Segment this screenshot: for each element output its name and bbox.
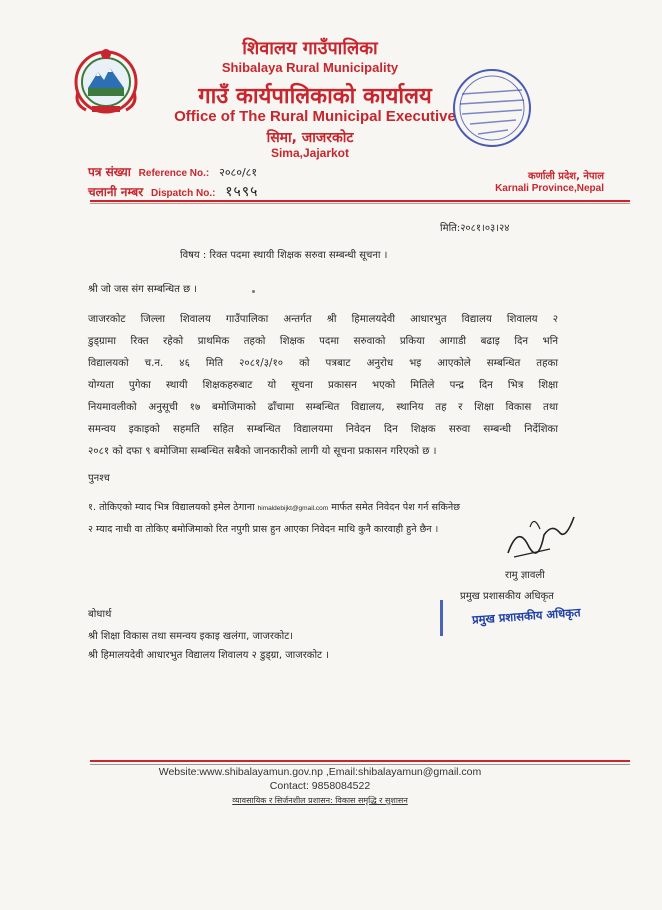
paragraph-line: नियमावलीको अनुसूची १७ बमोजिमाको ढाँचामा सम्बन्धित विद्यालय, स्थानिय तह र शिक्षा विकास तथा <box>88 402 558 413</box>
reference-label-en: Reference No.: <box>138 168 210 179</box>
letter-subject: विषय : रिक्त पदमा स्थायी शिक्षक सरुवा सम्बन्धी सूचना । <box>180 250 388 261</box>
dispatch-label-np: चलानी नम्बर <box>88 185 144 199</box>
municipality-name-en: Shibalaya Rural Municipality <box>221 60 399 75</box>
footer-contact: Contact: 9858084522 <box>269 780 371 792</box>
postscript-heading: पुनश्च <box>88 473 110 484</box>
letter-date: मिति:२०८१।०३।२४ <box>440 223 510 234</box>
header-divider <box>90 200 630 202</box>
paragraph-line: डुड्ग्रामा रिक्त रहेको प्राथमिक तहको शिक्षक पदमा सरुवाको प्रकिया आगाडी बढाइ दिन भनि <box>88 336 558 347</box>
footer-divider <box>90 760 630 762</box>
paragraph-line: २०८१ को दफा ९ बमोजिमा सम्बन्धित सबैको जानकारीको लागी यो सूचना प्रकासन गरिएको छ । <box>88 446 437 457</box>
letter-salutation: श्री जो जस संग सम्बन्धित छ । <box>88 284 198 295</box>
office-name-np: गाउँ कार्यपालिकाको कार्यालय <box>198 84 432 109</box>
reference-row <box>88 163 257 180</box>
office-name-en: Office of The Rural Municipal Executive <box>174 108 456 125</box>
signature-icon <box>500 505 580 565</box>
paragraph-line: जाजरकोट जिल्ला शिवालय गाउँपालिका अन्तर्गत श्री हिमालयदेवी आधारभुत विद्यालय शिवालय २ <box>88 314 558 325</box>
cc-recipient: श्री हिमालयदेवी आधारभुत विद्यालय शिवालय २ डुड्ग्रा, जाजरकोट । <box>88 650 330 661</box>
cc-recipient: श्री शिक्षा विकास तथा समन्वय इकाइ खलंगा, जाजरकोट। <box>88 631 294 642</box>
postscript-note-2: २ म्याद नाधी वा तोकिए बमोजिमाको रित नपुगी प्रास हुन आएका निवेदन माथि कुनै कारवाही हुने छैन । <box>88 524 439 535</box>
place-np: सिमा, जाजरकोट <box>266 130 354 146</box>
province-np: कर्णाली प्रदेश, नेपाल <box>527 171 604 182</box>
dispatch-row <box>88 182 258 201</box>
paper-speck <box>252 290 255 293</box>
reference-value: २०८०/८१ <box>219 166 258 179</box>
province-en: Karnali Province,Nepal <box>495 183 604 194</box>
letter-paragraph <box>88 309 558 463</box>
dispatch-value: १५९५ <box>225 184 259 200</box>
note1-text-before: १. तोकिएको म्याद भित्र विद्यालयको इमेल ठेगाना <box>88 502 255 513</box>
signer-title: प्रमुख प्रशासकीय अधिकृत <box>460 591 554 602</box>
place-en: Sima,Jajarkot <box>270 146 350 160</box>
signer-name: रामु ज्ञावली <box>505 570 545 581</box>
postscript-note-1 <box>88 500 460 513</box>
nepal-emblem-icon <box>70 44 142 116</box>
municipality-name-np: शिवालय गाउँपालिका <box>242 38 378 59</box>
footer-website-email: Website:www.shibalayamun.gov.np ,Email:shibalayamun@gmail.com <box>158 766 482 778</box>
office-round-stamp-icon <box>440 64 540 154</box>
footer-slogan: व्यावसायिक र सिर्जनशील प्रशासन: विकास समृद्धि र सुशासन <box>232 796 408 805</box>
footer-divider-thin <box>90 764 630 765</box>
paragraph-line: योग्यता पुगेका स्थायी शिक्षकहरुबाट यो सूचना प्रकासन भएको मितिले पन्द्र दिन भित्र शिक्षा <box>88 380 558 391</box>
reference-label-np: पत्र संख्या <box>88 165 131 179</box>
header-divider-thin <box>90 203 630 204</box>
note1-text-after: मार्फत समेत निवेदन पेश गर्न सकिनेछ <box>331 502 460 513</box>
official-title-stamp: प्रमुख प्रशासकीय अधिकृत <box>471 605 581 627</box>
stamp-mark <box>440 600 443 636</box>
paragraph-line: विद्यालयको च.न. ४६ मिति २०८१/३/१० को पत्रबाट अनुरोध भइ आएकोले सम्बन्धित तहका <box>88 358 558 369</box>
cc-heading: बोधार्थ <box>88 609 112 620</box>
paragraph-line: समन्वय इकाइको सहमति सहित सम्बन्धित विद्यालयमा निवेदन दिन शिक्षक सरुवा सम्बन्धी निर्देशिका <box>88 424 558 435</box>
school-email: himaldebijkt@gmail.com <box>257 505 329 512</box>
dispatch-label-en: Dispatch No.: <box>150 188 216 199</box>
